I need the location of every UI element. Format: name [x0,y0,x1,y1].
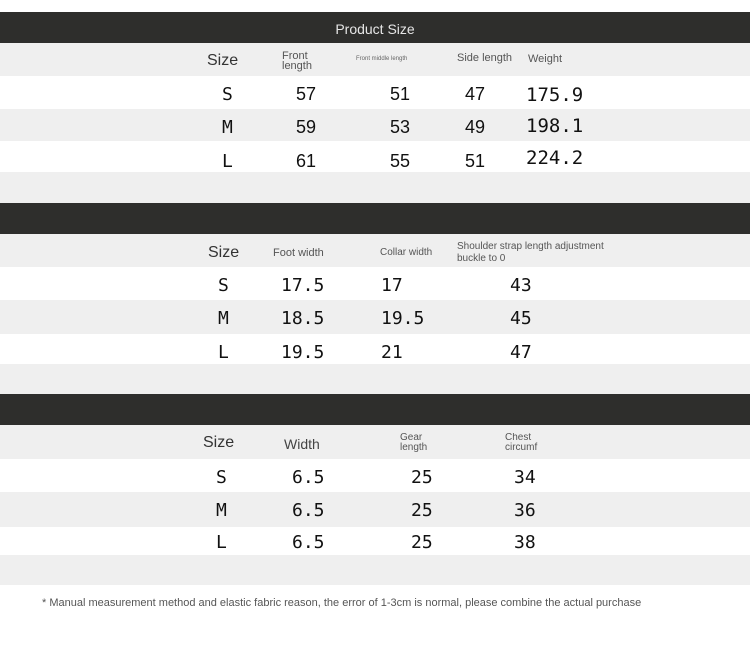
col-collar-width-header: Collar width [380,247,433,258]
cell-weight: 198.1 [526,115,584,137]
table-row [0,141,750,172]
table-spacer-row [0,555,750,585]
cell-width: 6.5 [292,467,325,488]
section-header-bar [0,203,750,234]
cell-front-middle: 55 [390,151,411,171]
cell-front-middle: 53 [390,117,411,137]
cell-foot-width: 17.5 [281,275,325,296]
cell-gear-length: 25 [411,500,433,521]
cell-chest: 34 [514,467,536,488]
cell-width: 6.5 [292,500,325,521]
cell-size: L [216,532,227,553]
cell-size: S [216,467,227,488]
cell-size: M [218,308,229,329]
col-side-length-header: Side length [457,52,513,64]
col-size-header: Size [207,52,239,69]
cell-gear-length: 25 [411,532,433,553]
cell-weight: 175.9 [526,84,584,106]
table-header-row [0,43,750,76]
table-row [0,300,750,334]
cell-front-length: 57 [296,84,317,104]
cell-size: S [222,84,233,105]
cell-collar-width: 17 [381,275,403,296]
table-row [0,527,750,555]
col-size-header: Size [203,434,235,451]
cell-side-length: 49 [465,117,486,137]
table-header-row [0,425,750,459]
measurement-note: * Manual measurement method and elastic fabric reason, the error of 1-3cm is normal, please combine the actual purchase [42,597,642,609]
table-spacer-row [0,172,750,203]
cell-foot-width: 19.5 [281,342,325,363]
table-row [0,267,750,300]
col-width-header: Width [284,436,320,452]
col-chest-header: Chest circumf [505,433,538,453]
col-shoulder-strap-header: Shoulder strap length adjustment buckle to 0 [457,241,604,264]
cell-gear-length: 25 [411,467,433,488]
cell-shoulder-strap: 47 [510,342,532,363]
col-front-length-header: Front length [282,50,312,72]
cell-width: 6.5 [292,532,325,553]
col-weight-header: Weight [528,53,563,65]
cell-collar-width: 21 [381,342,403,363]
cell-size: M [216,500,227,521]
cell-chest: 36 [514,500,536,521]
table-row [0,76,750,109]
table-row [0,459,750,492]
cell-shoulder-strap: 45 [510,308,532,329]
cell-front-middle: 51 [390,84,411,104]
table-header-row [0,234,750,267]
cell-shoulder-strap: 43 [510,275,532,296]
cell-size: S [218,275,229,296]
col-size-header: Size [208,244,240,261]
page-title: Product Size [335,21,415,37]
table-row [0,109,750,141]
cell-collar-width: 19.5 [381,308,425,329]
cell-size: L [218,342,229,363]
col-foot-width-header: Foot width [273,247,324,259]
cell-size: L [222,151,233,172]
cell-front-length: 61 [296,151,317,171]
section-header-bar [0,12,750,43]
col-front-middle-header: Front middle length [356,56,408,62]
cell-front-length: 59 [296,117,317,137]
cell-size: M [222,117,233,138]
table-spacer-row [0,364,750,394]
col-gear-length-header: Gear length [400,432,428,453]
cell-side-length: 47 [465,84,486,104]
section-header-bar [0,394,750,425]
table-row [0,492,750,527]
cell-chest: 38 [514,532,536,553]
cell-side-length: 51 [465,151,486,171]
cell-foot-width: 18.5 [281,308,325,329]
table-row [0,334,750,364]
cell-weight: 224.2 [526,147,584,169]
